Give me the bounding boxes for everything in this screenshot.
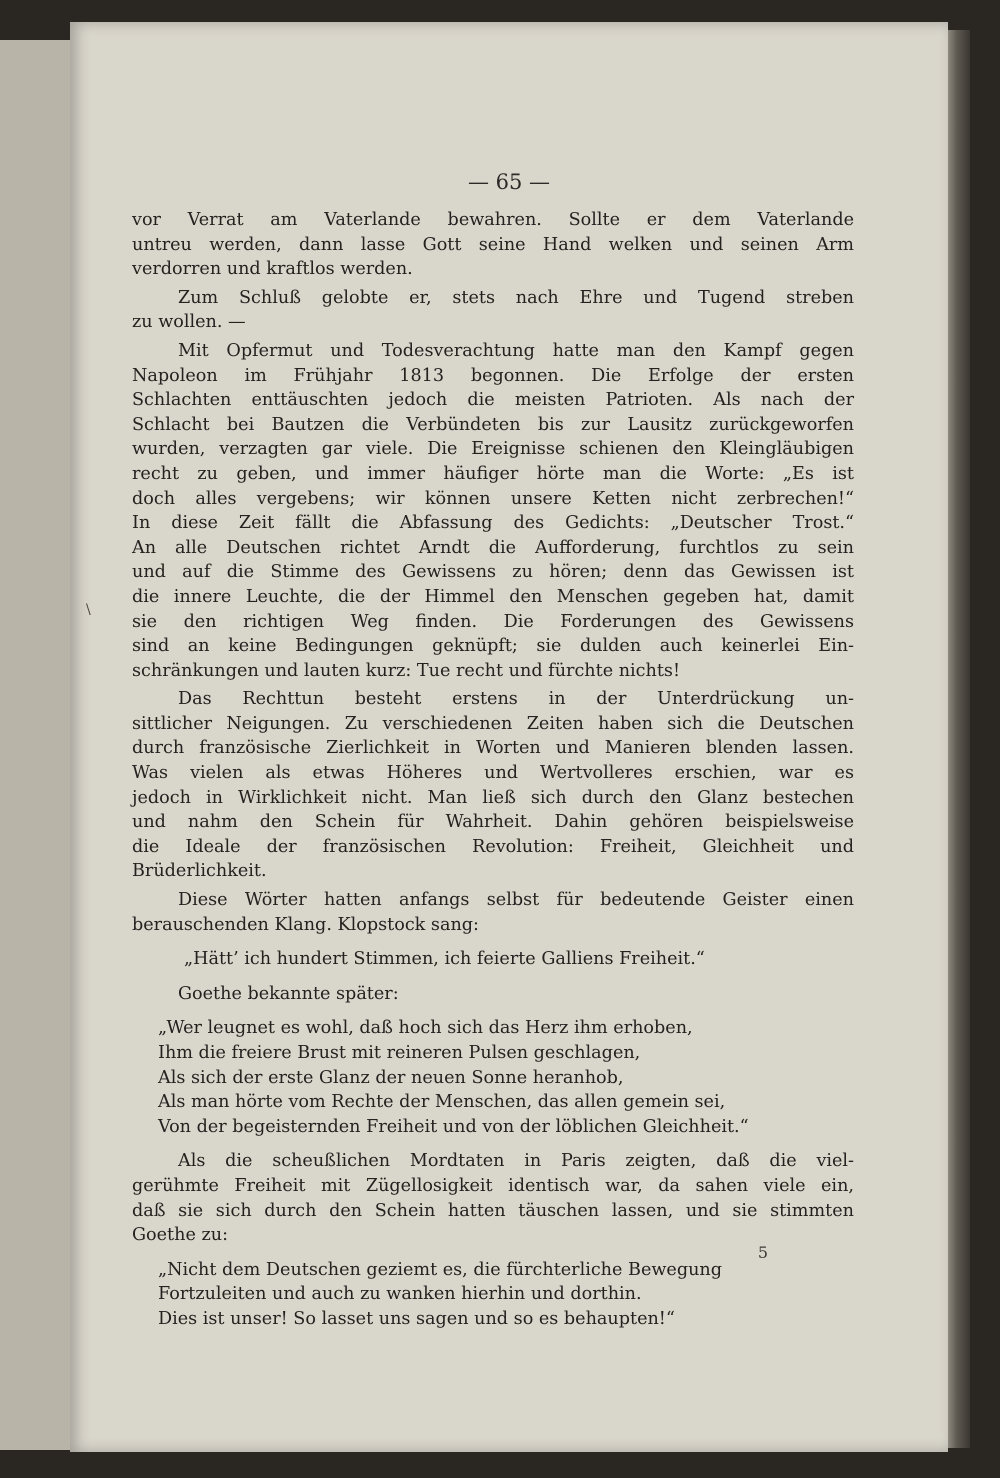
signature-mark: 5 [757, 1243, 768, 1262]
text-line: Mit Opfermut und Todesverachtung hatte man den Kampf gegen [178, 340, 854, 361]
quote-goethe-1 [132, 1016, 798, 1139]
page-number: — 65 — [467, 170, 551, 194]
text-line: Zum Schluß gelobte er, stets nach Ehre und Tugend streben [178, 287, 854, 308]
goethe-intro: Goethe bekannte später: [178, 983, 399, 1004]
text-line: die Ideale der französischen Revolution: Freiheit, Gleichheit und [132, 836, 854, 857]
text-line: „Nicht dem Deutschen geziemt es, die fürchterliche Bewegung [158, 1259, 723, 1280]
text-line: Als die scheußlichen Mordtaten in Paris zeigten, daß die viel- [178, 1151, 854, 1172]
stray-mark: \ [86, 602, 91, 618]
text-line: zu wollen. — [132, 312, 246, 333]
body-text [132, 208, 854, 1332]
page-stack-edge [948, 30, 970, 1448]
text-line: Ihm die freiere Brust mit reineren Pulsen geschlagen, [158, 1043, 641, 1063]
paragraph [132, 286, 854, 335]
text-line: jedoch in Wirklichkeit nicht. Man ließ sich durch den Glanz bestechen [132, 787, 854, 808]
text-line: Goethe zu: [132, 1225, 228, 1246]
paragraph [132, 687, 854, 884]
text-line: die innere Leuchte, die der Himmel den Menschen gegeben hat, damit [132, 586, 854, 607]
paragraph [132, 208, 854, 282]
text-line: schränkungen und lauten kurz: Tue recht und fürchte nichts! [132, 660, 681, 681]
text-line: Schlacht bei Bautzen die Verbündeten bis zur Lausitz zurückgeworfen [132, 414, 854, 435]
text-line: Das Rechttun besteht erstens in der Unterdrückung un- [178, 689, 854, 710]
text-line: Brüderlichkeit. [132, 861, 267, 882]
text-line: Fortzuleiten und auch zu wanken hierhin und dorthin. [158, 1284, 642, 1305]
text-line: Napoleon im Frühjahr 1813 begonnen. Die Erfolge der ersten [132, 365, 854, 386]
text-line: doch alles vergebens; wir können unsere Ketten nicht zerbrechen!“ [132, 488, 854, 509]
text-line: sind an keine Bedingungen geknüpft; sie dulden auch keinerlei Ein- [132, 636, 854, 657]
text-line: Dies ist unser! So lasset uns sagen und so es behaupten!“ [158, 1308, 675, 1329]
text-line: An alle Deutschen richtet Arndt die Aufforderung, furchtlos zu sein [132, 537, 854, 558]
text-line: berauschenden Klang. Klopstock sang: [132, 914, 479, 935]
text-line: und auf die Stimme des Gewissens zu hören; denn das Gewissen ist [132, 562, 854, 583]
text-line: „Wer leugnet es wohl, daß hoch sich das Herz ihm erhoben, [158, 1018, 693, 1039]
text-line: verdorren und kraftlos werden. [132, 259, 413, 280]
text-line: Als man hörte vom Rechte der Menschen, das allen gemein sei, [158, 1092, 726, 1113]
paragraphs [132, 208, 854, 937]
quote-goethe-2 [132, 1258, 798, 1332]
paragraph [132, 888, 854, 937]
text-line: gerühmte Freiheit mit Zügellosigkeit identisch war, da sahen viele ein, [132, 1175, 854, 1196]
text-line: Als sich der erste Glanz der neuen Sonne heranhob, [158, 1067, 624, 1088]
text-line: Was vielen als etwas Höheres und Wertvolleres erschien, war es [132, 763, 854, 784]
text-line: daß sie sich durch den Schein hatten täuschen lassen, und sie stimmten [132, 1200, 854, 1221]
quote-klopstock: „Hätt’ ich hundert Stimmen, ich feierte Galliens Freiheit.“ [184, 949, 705, 970]
paragraph-after [132, 1149, 854, 1247]
book-page [70, 22, 948, 1452]
paragraph [132, 339, 854, 683]
text-line: durch französische Zierlichkeit in Worten und Manieren blenden lassen. [132, 738, 854, 759]
text-line: vor Verrat am Vaterlande bewahren. Sollte er dem Vaterlande [132, 210, 854, 230]
text-line: untreu werden, dann lasse Gott seine Hand welken und seinen Arm [132, 234, 854, 255]
text-line: In diese Zeit fällt die Abfassung des Gedichts: „Deutscher Trost.“ [132, 513, 854, 534]
text-line: sie den richtigen Weg finden. Die Forderungen des Gewissens [132, 611, 854, 632]
text-line: Schlachten enttäuschten jedoch die meisten Patrioten. Als nach der [132, 390, 854, 411]
text-line: wurden, verzagten gar viele. Die Ereignisse schienen den Kleingläubigen [132, 439, 854, 460]
facing-page-edge [0, 40, 73, 1450]
text-line: recht zu geben, und immer häufiger hörte man die Worte: „Es ist [132, 463, 854, 484]
text-line: und nahm den Schein für Wahrheit. Dahin gehören beispielsweise [132, 812, 854, 833]
text-line: Diese Wörter hatten anfangs selbst für bedeutende Geister einen [178, 890, 854, 911]
text-line: Von der begeisternden Freiheit und von der löblichen Gleichheit.“ [158, 1116, 749, 1137]
text-line: sittlicher Neigungen. Zu verschiedenen Zeiten haben sich die Deutschen [132, 713, 854, 734]
